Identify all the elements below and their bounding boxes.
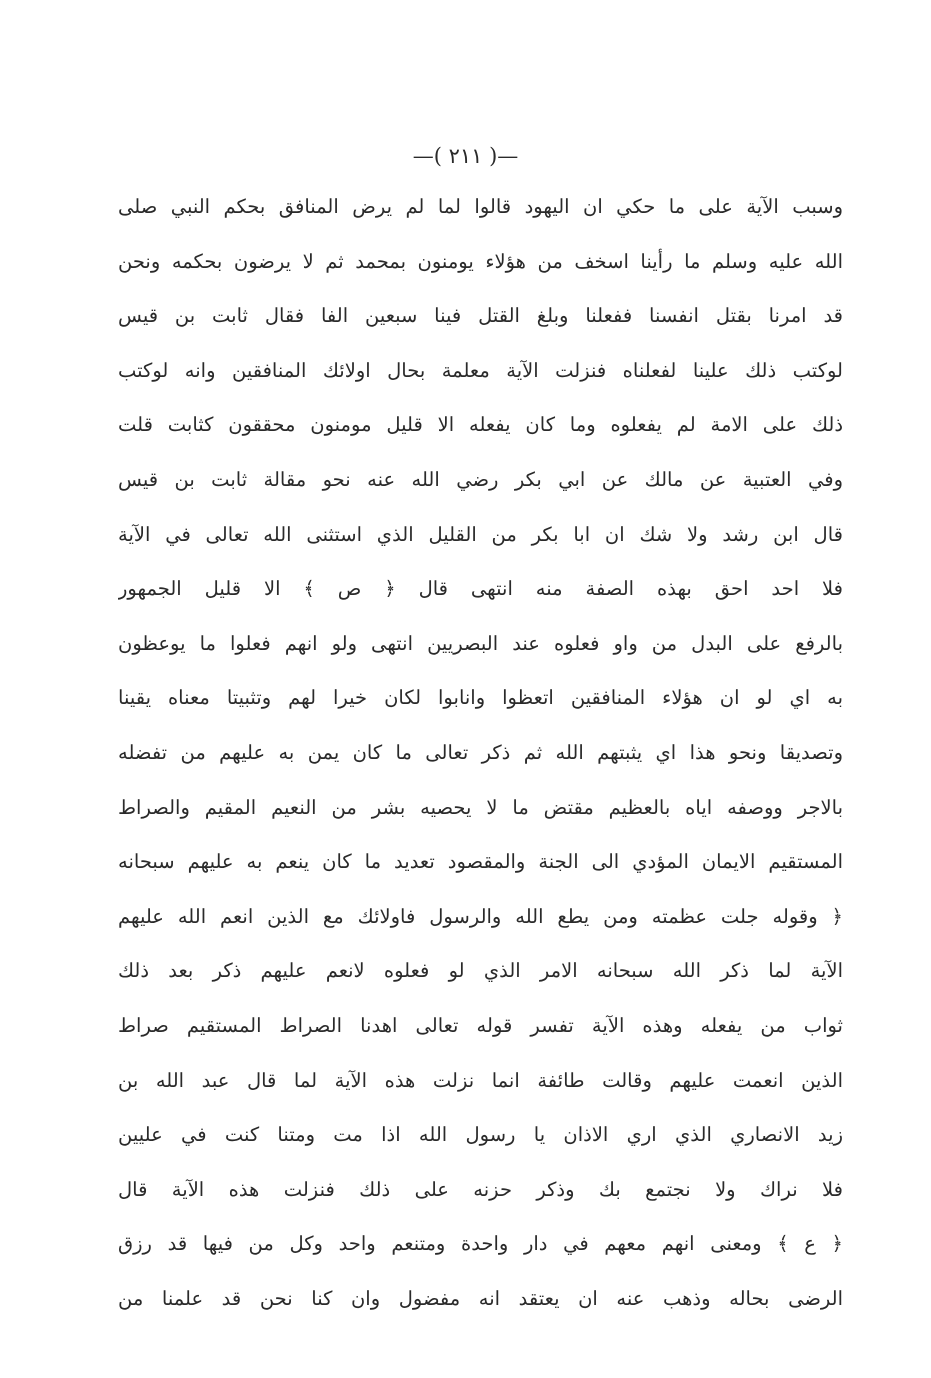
text-line: ثواب من يفعله وهذه الآية تفسر قوله تعالى اهدنا الصراط المستقيم صراط — [118, 1013, 843, 1037]
text-line: ﴿ ع ﴾ ومعنى انهم معهم في دار واحدة ومتنعم واحد وكل من فيها قد رزق — [118, 1232, 843, 1256]
body-text — [118, 180, 843, 1326]
text-line: الرضى بحاله وذهب عنه ان يعتقد انه مفضول وان كنا نحن قد علمنا من — [118, 1286, 843, 1310]
text-line: به اي لو ان هؤلاء المنافقين اتعظوا وانابوا لكان خيرا لهم وتثبيتا معناه يقينا — [118, 686, 843, 710]
text-line: فلا نراك ولا نجتمع بك وذكر حزنه على ذلك فنزلت هذه الآية قال — [118, 1177, 843, 1201]
text-line: زيد الانصاري الذي اري الاذان يا رسول الله اذا مت ومتنا كنت في عليين — [118, 1123, 843, 1147]
text-line: الذين انعمت عليهم وقالت طائفة انما نزلت هذه الآية لما قال عبد الله بن — [118, 1068, 843, 1092]
text-line: لوكتب ذلك علينا لفعلناه فنزلت الآية معلمة بحال اولائك المنافقين وانه لوكتب — [118, 358, 843, 382]
text-line: فلا احد احق بهذه الصفة منه انتهى قال ﴿ ص ﴾ الا قليل الجمهور — [118, 577, 843, 601]
text-line: الله عليه وسلم ما رأينا اسخف من هؤلاء يومنون بمحمد ثم لا يرضون بحكمه ونحن — [118, 249, 843, 273]
text-line: وفي العتبية عن مالك عن ابي بكر رضي الله عنه نحو مقالة ثابت بن قيس — [118, 467, 843, 491]
page-number: —( ٢١١ )— — [412, 144, 519, 168]
text-line: وسبب الآية على ما حكي ان اليهود قالوا لما لم يرض المنافق بحكم النبي صلى — [118, 195, 843, 218]
text-line: وتصديقا ونحو هذا اي يثبتهم الله ثم ذكر تعالى ما كان يمن به عليهم من تفضله — [118, 740, 843, 764]
text-line: ﴿ وقوله جلت عظمته ومن يطع الله والرسول فاولائك مع الذين انعم الله عليهم — [118, 904, 843, 928]
text-line: الآية لما ذكر الله سبحانه الامر الذي لو فعلوه لانعم عليهم ذكر بعد ذلك — [118, 959, 843, 983]
text-line: بالرفع على البدل من واو فعلوه عند البصريين انتهى ولو انهم فعلوا ما يوعظون — [118, 631, 843, 655]
text-line: ذلك على الامة لم يفعلوه وما كان يفعله الا قليل مومنون محققون كثابت قلت — [118, 413, 843, 437]
text-line: قد امرنا بقتل انفسنا ففعلنا وبلغ القتل فينا سبعين الفا فقال ثابت بن قيس — [118, 304, 843, 328]
text-line: قال ابن رشد ولا شك ان ابا بكر من القليل الذي استثنى الله تعالى في الآية — [118, 522, 843, 546]
text-line: المستقيم الايمان المؤدي الى الجنة والمقصود تعديد ما كان ينعم به عليهم سبحانه — [118, 850, 843, 874]
text-line: بالاجر ووصفه اياه بالعظيم مقتض ما لا يحصيه بشر من النعيم المقيم والصراط — [118, 795, 843, 819]
